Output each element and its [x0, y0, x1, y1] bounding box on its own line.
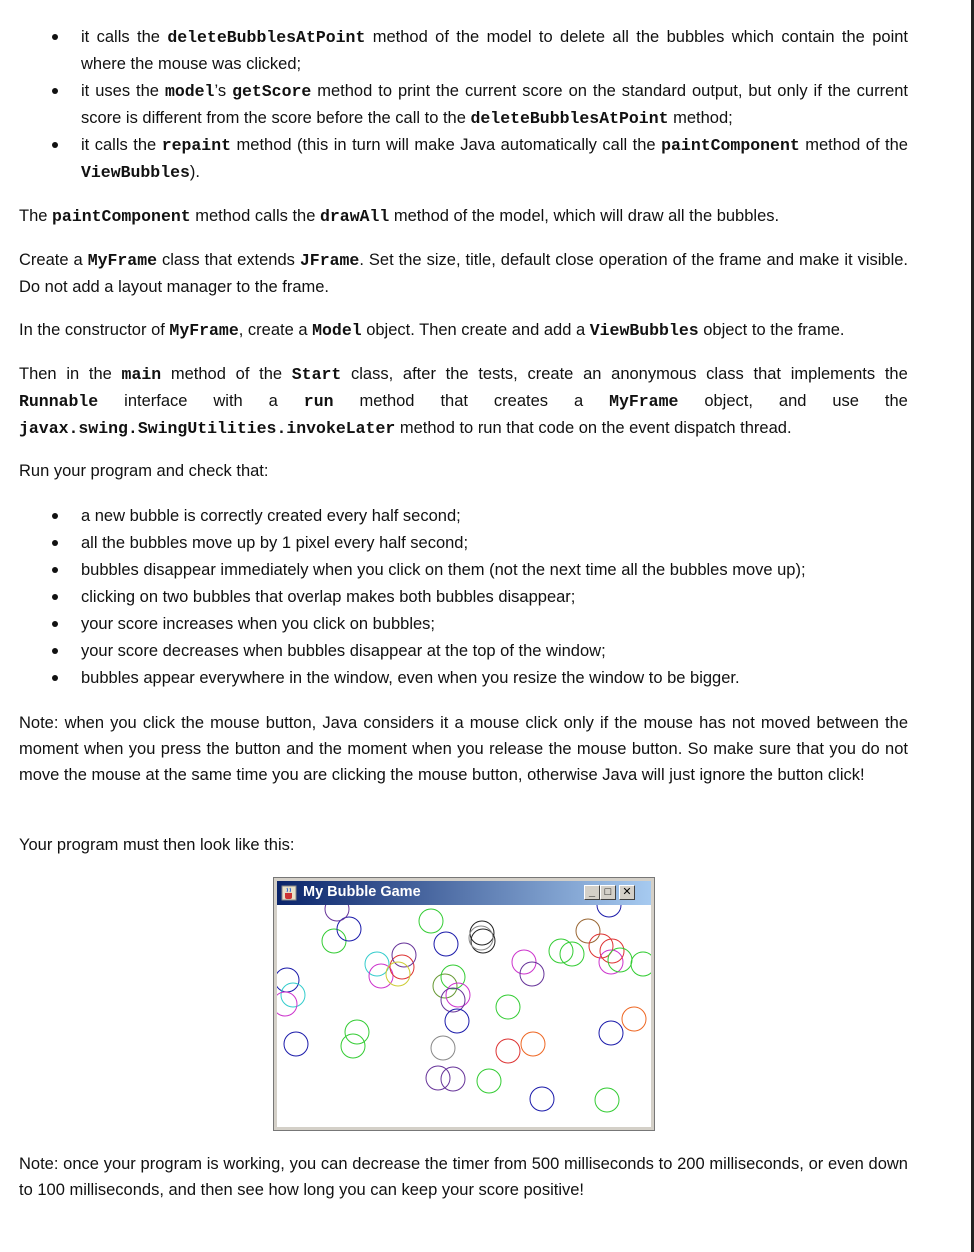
text-run: a [573, 392, 584, 410]
bubble[interactable] [341, 1034, 365, 1058]
text-run: method [359, 392, 415, 410]
code-term: Start [291, 365, 342, 384]
text-run: ’s [214, 82, 233, 100]
code-term: deleteBubblesAtPoint [167, 28, 366, 47]
text-run: create [527, 365, 574, 383]
text-run: method of the [799, 136, 908, 154]
java-cup-icon [281, 885, 297, 901]
maximize-button[interactable] [600, 885, 616, 900]
bubble[interactable] [441, 988, 465, 1012]
code-term: ViewBubbles [589, 321, 699, 340]
text-run: that [440, 392, 468, 410]
text-run: method calls the [190, 207, 320, 225]
text-run: object. Then create and add a [361, 321, 590, 339]
text-run: anonymous [611, 365, 697, 383]
list-item: clicking on two bubbles that overlap makes both bubbles disappear; [19, 584, 908, 611]
list-item [19, 24, 908, 78]
bubble[interactable] [496, 995, 520, 1019]
bubble[interactable] [521, 1032, 545, 1056]
window-title: My Bubble Game [303, 884, 421, 900]
text-run: class, [351, 365, 394, 383]
text-run: in [66, 365, 80, 383]
text-run: a [268, 392, 278, 410]
minimize-icon: _ [588, 886, 596, 898]
code-term: MyFrame [87, 251, 158, 270]
text-run: implements [790, 365, 876, 383]
code-term: Runnable [19, 392, 99, 411]
text-run: method; [668, 109, 733, 127]
text-run: method of the model, which will draw all the bubbles. [389, 207, 780, 225]
code-term: MyFrame [609, 392, 679, 411]
text-run: method [170, 365, 226, 383]
bubble[interactable] [284, 1032, 308, 1056]
bubble[interactable] [477, 1069, 501, 1093]
text-run: the [884, 365, 908, 383]
text-run: the [884, 392, 908, 410]
code-term: deleteBubblesAtPoint [470, 109, 669, 128]
bubble[interactable] [434, 932, 458, 956]
main-line-2 [19, 388, 908, 415]
bubble-game-window [273, 877, 655, 1131]
list-item [19, 132, 908, 186]
paragraph-main [19, 361, 908, 442]
text-run: that [753, 365, 782, 383]
bubble[interactable] [345, 1020, 369, 1044]
text-run: the [88, 365, 112, 383]
code-term: main [121, 365, 162, 384]
look-like-text: Your program must then look like this: [19, 836, 295, 854]
code-term: drawAll [319, 207, 390, 226]
close-button[interactable] [619, 885, 635, 900]
list-item: all the bubbles move up by 1 pixel every half second; [19, 530, 908, 557]
text-run: it calls the [81, 136, 162, 154]
list-item: bubbles appear everywhere in the window, even when you resize the window to be bigger. [19, 665, 908, 692]
bubble[interactable] [446, 983, 470, 1007]
text-run: method to print the current score on the standard output, but only if the current score is different from the score before the call to the [81, 82, 909, 127]
text-run: after [402, 365, 436, 383]
note-timer: Note: once your program is working, you can decrease the timer from 500 milliseconds to 200 milliseconds, or even down to 100 milliseconds, and then see how long you can keep your score positive! [19, 1155, 908, 1199]
bubble[interactable] [277, 968, 299, 992]
text-run: class [706, 365, 744, 383]
bubble[interactable] [599, 1021, 623, 1045]
bubble-canvas[interactable] [277, 881, 651, 1127]
bubble[interactable] [419, 909, 443, 933]
run-check-text: Run your program and check that: [19, 462, 269, 480]
list-item: a new bubble is correctly created every half second; [19, 503, 908, 530]
bubble[interactable] [426, 1066, 450, 1090]
paragraph-myframe [19, 247, 908, 301]
bubble[interactable] [431, 1036, 455, 1060]
text-run: . Set the size, title, default close operation of the frame and make it visible. Do not add a layout manager to the frame. [19, 251, 909, 296]
close-icon: ✕ [622, 886, 632, 898]
paint-body [52, 207, 779, 225]
text-run: use [832, 392, 859, 410]
bubble[interactable] [595, 1088, 619, 1112]
bubble[interactable] [277, 992, 297, 1016]
maximize-icon: □ [604, 886, 612, 898]
list-item: your score decreases when bubbles disappear at the top of the window; [19, 638, 908, 665]
bubble[interactable] [322, 929, 346, 953]
bubble[interactable] [631, 952, 651, 976]
text-run: creates [493, 392, 549, 410]
code-term: MyFrame [169, 321, 239, 340]
text-run: object, [704, 392, 753, 410]
bubble[interactable] [622, 1007, 646, 1031]
text-run: object to the frame. [698, 321, 845, 339]
text-run: method of the model to delete all the bubbles which contain the point where the mouse was clicked; [81, 28, 908, 73]
bubble[interactable] [599, 950, 623, 974]
text-run: it uses the [81, 82, 165, 100]
text-run: and [778, 392, 807, 410]
text-run: the [259, 365, 283, 383]
list-item [19, 78, 908, 132]
text-run: , create a [238, 321, 313, 339]
bullet-list-top [19, 24, 908, 186]
bullet-list-check [19, 503, 908, 692]
bubble[interactable] [576, 919, 600, 943]
window-titlebar[interactable] [277, 881, 651, 905]
code-term: model [164, 82, 215, 101]
window-content [277, 881, 651, 1127]
code-term: paintComponent [52, 207, 191, 226]
minimize-button[interactable] [584, 885, 600, 900]
text-run: method to run that code on the event dispatch thread. [395, 419, 792, 437]
bubble[interactable] [369, 964, 393, 988]
bubble[interactable] [441, 1067, 465, 1091]
text-run: In the constructor of [19, 321, 170, 339]
code-term: Model [312, 321, 362, 340]
code-term: ViewBubbles [81, 163, 190, 182]
text-run: tests, [478, 365, 518, 383]
note-click: Note: when you click the mouse button, Java considers it a mouse click only if the mouse has not moved between the moment when you press the button and the moment when you release the mouse button. So make sure that you do not move the mouse at the same time you are clicking the mouse button, otherwise Java will just ignore the button click! [19, 714, 908, 784]
bubble[interactable] [445, 1009, 469, 1033]
code-term: javax.swing.SwingUtilities.invokeLater [19, 419, 396, 438]
text-run: Then [19, 365, 57, 383]
text-run: ). [189, 163, 201, 181]
text-run: class that extends [157, 251, 300, 269]
list-item: bubbles disappear immediately when you click on them (not the next time all the bubbles move up); [19, 557, 908, 584]
bubble[interactable] [496, 1039, 520, 1063]
text-run: an [583, 365, 602, 383]
paragraph-constructor [19, 317, 908, 344]
text-run: of [235, 365, 250, 383]
bubble[interactable] [365, 952, 389, 976]
main-line-1 [19, 361, 908, 388]
main-line-3 [19, 415, 908, 442]
list-item: your score increases when you click on bubbles; [19, 611, 908, 638]
text-run: the [445, 365, 469, 383]
code-term: repaint [161, 136, 232, 155]
code-term: getScore [232, 82, 312, 101]
code-term: JFrame [299, 251, 360, 270]
text-run: it calls the [81, 28, 168, 46]
text-run: method (this in turn will make Java automatically call the [231, 136, 662, 154]
paragraph-paint [19, 203, 908, 230]
code-term: paintComponent [661, 136, 800, 155]
bubble[interactable] [530, 1087, 554, 1111]
paint-prefix: The [19, 207, 53, 225]
text-run: interface [124, 392, 188, 410]
text-run: with [213, 392, 243, 410]
text-run: Create a [19, 251, 88, 269]
code-term: run [303, 392, 334, 411]
